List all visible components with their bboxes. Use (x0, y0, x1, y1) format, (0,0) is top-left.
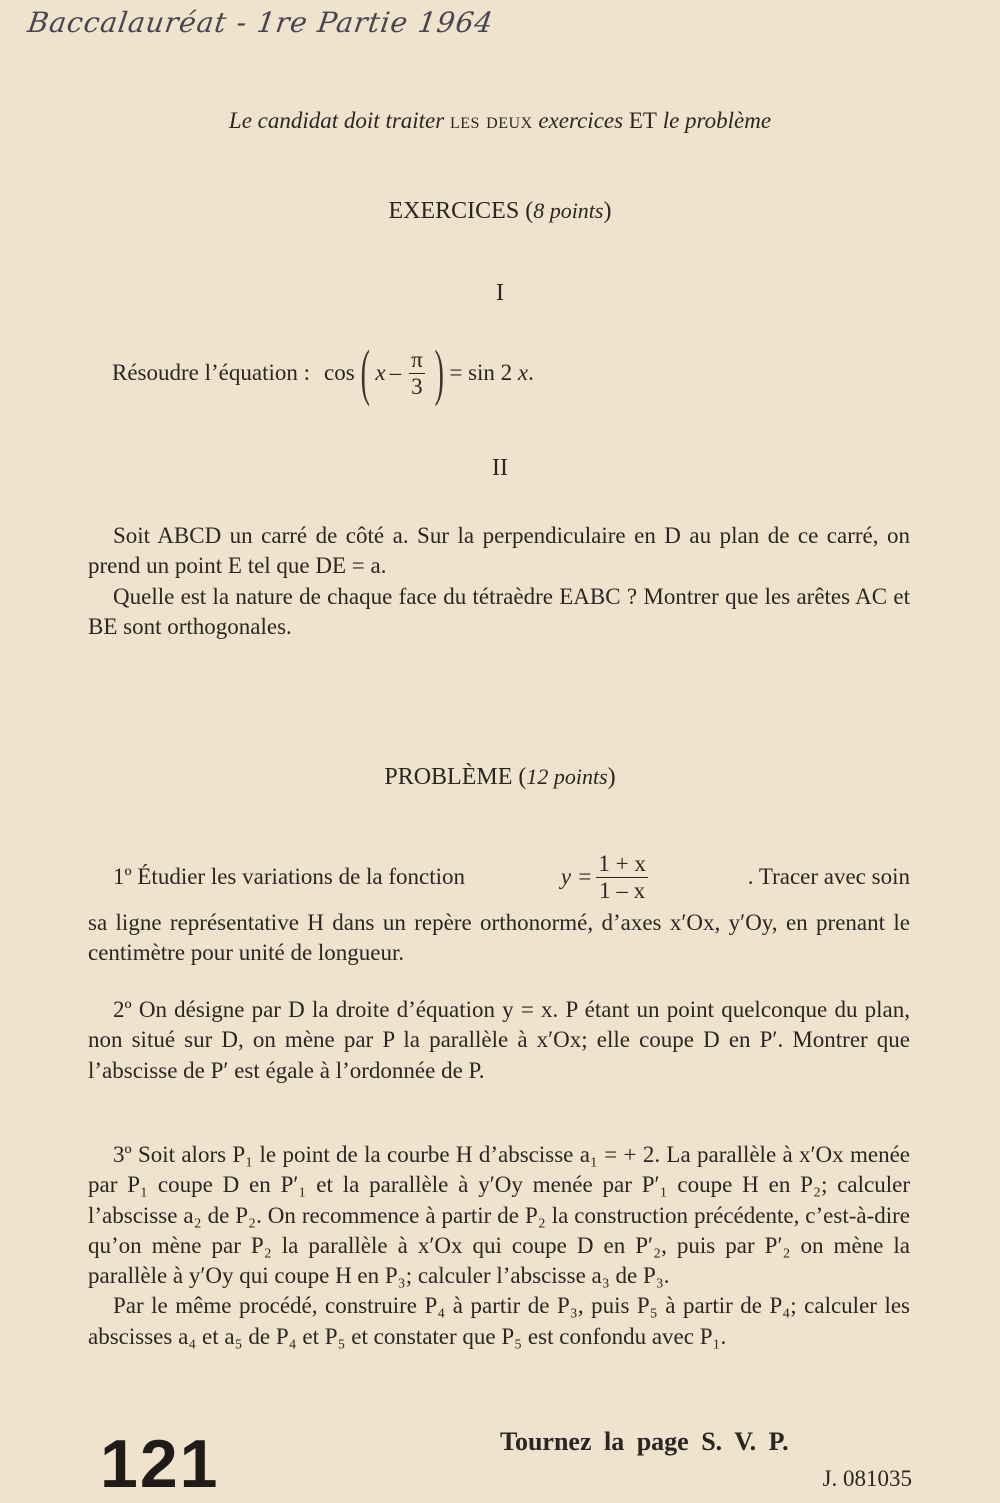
variable-x: x (517, 360, 529, 385)
problem-q2 (88, 995, 910, 1086)
turn-page-note: Tournez la page S. V. P. (500, 1427, 789, 1456)
q1-y: y = (560, 863, 593, 889)
exercise-2-paragraph: Quelle est la nature de chaque face du tétraèdre EABC ? Montrer que les arêtes AC et BE sont orthogonales. (88, 583, 910, 639)
problem-points: 12 points (526, 764, 608, 789)
q3-paragraph: 3º Soit alors P₁ le point de la courbe H d’abscisse a₁ = + 2. La parallèle à x′Ox menée par P₁ coupe D en P′₁ et la parallèle à y′Oy menée par P′₁ coupe H en P₂; calculer l’abscisse a₂ de P₂. On recommence à partir de P₂ la construction précédente, c’est-à-dire qu’on mène par P₂ la parallèle à x′Ox qui coupe D en P′₂, puis par P′₂ on mène la parallèle à y′Oy qui coupe H en P₃; calculer l’abscisse a₃ de P₃. (88, 1142, 910, 1289)
minus-sign: – (389, 360, 402, 385)
problem-title: PROBLÈME (384, 764, 513, 790)
instructions (0, 108, 1000, 134)
exercise-1-numeral: I (496, 280, 504, 306)
exercise-2-paragraph: Soit ABCD un carré de côté a. Sur la perpendiculaire en D au plan de ce carré, on prend un point E tel que DE = a. (88, 523, 910, 579)
problem-q3 (88, 1140, 910, 1352)
exercise-1-label: Résoudre l’équation : (112, 360, 311, 385)
instructions-emphasis: ET (628, 108, 657, 133)
instructions-text: Le candidat doit traiter (228, 108, 445, 133)
exercises-points: 8 points (533, 198, 604, 223)
equation-rhs: = sin 2 (449, 360, 513, 385)
instructions-emphasis: les deux (449, 108, 533, 133)
q1-fraction (596, 851, 647, 903)
problem-q1-first-line (88, 846, 910, 908)
exercises-heading: EXERCICES (8 points) (388, 198, 612, 224)
handwritten-note: Baccalauréat - 1re Partie 1964 (25, 6, 496, 39)
instructions-text: exercices (538, 108, 624, 133)
variable-x: x (375, 360, 386, 385)
exercises-title: EXERCICES (388, 198, 520, 224)
fraction-numerator: π (411, 347, 423, 373)
left-paren: ( (360, 339, 370, 407)
q1-function (561, 851, 652, 903)
fraction-numerator: 1 + x (598, 851, 646, 877)
page-number: 121 (100, 1426, 220, 1502)
fraction-denominator: 3 (411, 373, 423, 399)
document-reference: J. 081035 (822, 1466, 912, 1491)
pi-over-3-fraction (409, 347, 425, 399)
q1-text-after: . Tracer avec soin (747, 863, 910, 889)
instructions-text: le problème (662, 108, 772, 133)
exercise-1-equation: Résoudre l’équation : cos ( x – $\frac{\pi}{3}$ ) = sin 2 x . (112, 339, 534, 407)
q3-paragraph: Par le même procédé, construire P₄ à partir de P₃, puis P₅ à partir de P₄; calculer les abscisses a₄ et a₅ de P₄ et P₅ et constater que P₅ est confondu avec P₁. (88, 1293, 910, 1349)
fraction-denominator: 1 – x (599, 877, 646, 903)
exercise-2-text (88, 521, 910, 642)
right-paren: ) (434, 339, 444, 407)
q2-paragraph: 2º On désigne par D la droite d’équation y = x. P étant un point quelconque du plan, non situé sur D, on mène par P la parallèle à x′Ox; elle coupe D en P′. Montrer que l’abscisse de P′ est égale à l’ordonnée de P. (88, 997, 910, 1083)
exercise-2-numeral: II (492, 455, 508, 481)
cos-label: cos (324, 360, 355, 385)
problem-q1 (88, 846, 910, 969)
problem-heading: PROBLÈME (12 points) (384, 764, 616, 790)
q1-paragraph: sa ligne représentative H dans un repère orthonormé, d’axes x′Ox, y′Oy, en prenant le centimètre pour unité de longueur. (88, 910, 910, 966)
q1-text: 1º Étudier les variations de la fonction (113, 863, 466, 889)
